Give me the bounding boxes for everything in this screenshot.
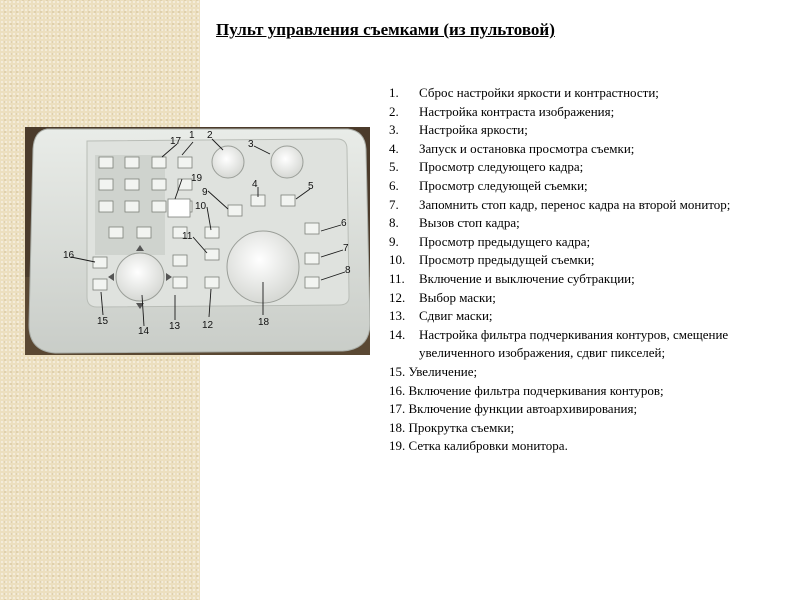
photo-label-19: 19 (191, 173, 203, 184)
list-item: 8. Вызов стоп кадра; (389, 215, 520, 231)
list-item: 13. Сдвиг маски; (389, 308, 493, 324)
list-item: 3. Настройка яркости; (389, 122, 528, 138)
photo-label-6: 6 (341, 218, 347, 229)
photo-label-7: 7 (343, 243, 349, 254)
list-item: 17. Включение функции автоархивирования; (389, 401, 638, 417)
list-item: 16. Включение фильтра подчеркивания контуров; (389, 382, 664, 398)
photo-label-18: 18 (258, 317, 270, 328)
photo-label-2: 2 (207, 130, 213, 141)
photo-label-11: 11 (182, 231, 193, 242)
list-item: 9. Просмотр предыдущего кадра; (389, 233, 591, 249)
control-panel-illustration (25, 127, 370, 355)
list-item: 11. Включение и выключение субтракции; (389, 270, 635, 286)
photo-label-1: 1 (189, 130, 195, 141)
list-item: 15. Увеличение; (389, 363, 478, 379)
photo-label-13: 13 (169, 321, 181, 332)
photo-label-12: 12 (202, 320, 214, 331)
list-item: 12. Выбор маски; (389, 289, 496, 305)
photo-label-15: 15 (97, 316, 109, 327)
photo-label-8: 8 (345, 265, 351, 276)
photo-label-3: 3 (248, 139, 254, 150)
photo-label-16: 16 (63, 250, 75, 261)
list-item: 5. Просмотр следующего кадра; (389, 159, 584, 175)
page-title: Пульт управления съемками (из пультовой) (216, 20, 555, 39)
list-item: 4. Запуск и остановка просмотра съемки; (389, 140, 635, 156)
list-item: 14. Настройка фильтра подчеркивания контуров, смещение увеличенного изображения, сдвиг пикселей; (389, 326, 729, 361)
photo-label-14: 14 (138, 326, 150, 337)
photo-label-10: 10 (195, 201, 207, 212)
photo-label-9: 9 (202, 187, 208, 198)
photo-label-5: 5 (308, 181, 314, 192)
list-item: 6. Просмотр следующей съемки; (389, 177, 588, 193)
list-item: 7. Запомнить стоп кадр, перенос кадра на второй монитор; (389, 196, 731, 212)
list-item: 19. Сетка калибровки монитора. (389, 438, 568, 454)
list-item: 18. Прокрутка съемки; (389, 419, 515, 435)
photo-label-17: 17 (170, 136, 182, 147)
function-list (389, 84, 793, 456)
photo-label-4: 4 (252, 179, 258, 190)
list-item: 2. Настройка контраста изображения; (389, 103, 615, 119)
control-panel-photo (25, 127, 370, 355)
list-item: 10. Просмотр предыдущей съемки; (389, 252, 595, 268)
list-item: 1. Сброс настройки яркости и контрастности; (389, 85, 659, 100)
